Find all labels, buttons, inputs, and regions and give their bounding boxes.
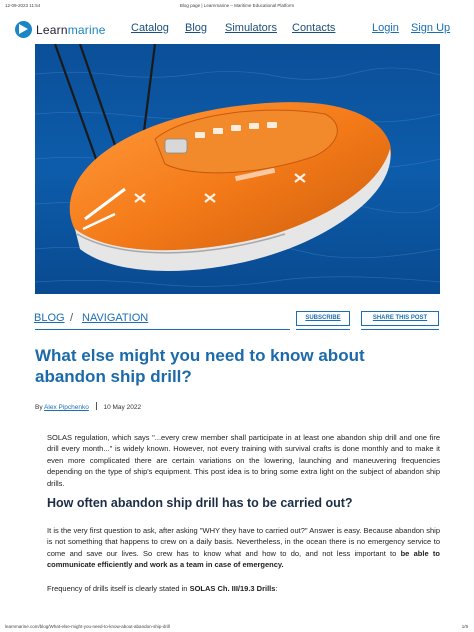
breadcrumb-navigation[interactable]: NAVIGATION bbox=[82, 312, 149, 324]
print-datetime: 12-09-2023 11:54 bbox=[5, 3, 41, 8]
author-link[interactable]: Alex Pipchenko bbox=[44, 404, 89, 411]
logo[interactable] bbox=[15, 21, 106, 38]
share-underline bbox=[361, 329, 439, 330]
nav-link-simulators[interactable]: Simulators bbox=[225, 22, 277, 34]
article-title: What else might you need to know about abandon ship drill? bbox=[35, 346, 365, 386]
nav-link-blog[interactable]: Blog bbox=[185, 22, 208, 34]
article-date: 10 May 2022 bbox=[103, 404, 142, 411]
top-navigation bbox=[0, 14, 474, 44]
print-page-title: Blog page | Learnmarine – Maritime Educational Platform bbox=[179, 3, 295, 8]
login-link[interactable]: Login bbox=[372, 22, 399, 34]
print-url: learnmarine.com/blog/What-else-might-you-need-to-know-about-abandon-ship-drill bbox=[5, 624, 170, 629]
byline-divider bbox=[96, 402, 97, 410]
lifeboat-illustration bbox=[35, 44, 440, 294]
print-header bbox=[0, 0, 474, 10]
print-footer bbox=[0, 622, 474, 632]
print-page-number: 1/9 bbox=[461, 624, 468, 629]
section-heading: How often abandon ship drill has to be carried out? bbox=[47, 496, 353, 510]
signup-link[interactable]: Sign Up bbox=[411, 22, 451, 34]
nav-link-contacts[interactable]: Contacts bbox=[292, 22, 336, 34]
breadcrumb-blog[interactable]: BLOG bbox=[34, 312, 65, 324]
subscribe-button[interactable]: SUBSCRIBE bbox=[296, 311, 350, 326]
article-byline bbox=[35, 402, 141, 411]
logo-play-icon bbox=[15, 21, 32, 38]
emphasis-text: be able to communicate efficiently and work as a team in case of emergency. bbox=[47, 548, 440, 570]
logo-text: Learnmarine bbox=[36, 22, 106, 37]
subscribe-underline bbox=[296, 329, 350, 330]
byline-by: By bbox=[35, 404, 43, 411]
nav-link-catalog[interactable]: Catalog bbox=[131, 22, 169, 34]
intro-paragraph: SOLAS regulation, which says "...every crew member shall participate in at least one abandon ship drill and one fire drill every month..." is widely known. However, not every training with survival crafts is done monthly and to make it even more complicated there are certain variations on the lowering, launching and maneuvering frequencies depending on the type of ship's equipment. This post idea is to bring some extra light on the subject of abandon ship drills. bbox=[47, 433, 440, 488]
frequency-paragraph: Frequency of drills itself is clearly stated in SOLAS Ch. III/19.3 Drills: bbox=[47, 584, 278, 593]
breadcrumb-underline bbox=[35, 329, 290, 330]
breadcrumb-separator: / bbox=[70, 312, 74, 324]
solas-reference: SOLAS Ch. III/19.3 Drills bbox=[189, 584, 276, 593]
share-post-button[interactable]: SHARE THIS POST bbox=[361, 311, 439, 326]
hero-image bbox=[35, 44, 440, 294]
body-paragraph: It is the very first question to ask, after asking "WHY they have to carried out?" Answer is easy. Because abandon ship is not something that happens to crew on a daily basis. Nevertheless, in the ocean there is no emergency service to come and save our lives. So crew has to know what and how to do, and not less important to be able to communicate efficiently and work as a team in case of emergency. bbox=[47, 526, 440, 570]
